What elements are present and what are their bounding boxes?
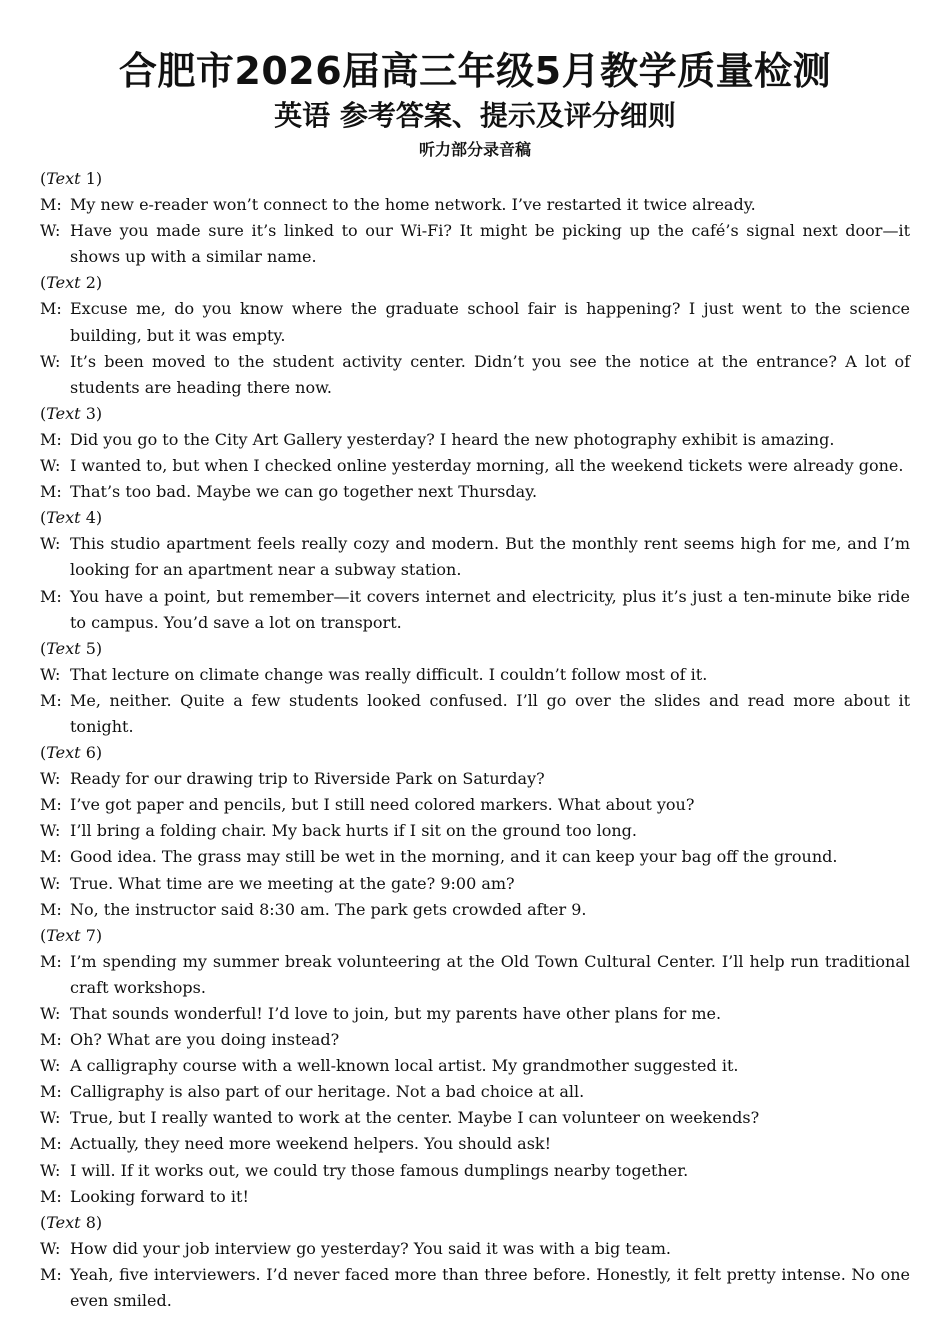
text-label-number: 8) — [85, 1212, 103, 1232]
speaker-label: M: — [40, 1186, 62, 1206]
dialogue-line — [40, 531, 910, 583]
text-label — [40, 401, 910, 427]
text-block — [40, 270, 910, 400]
text-label-word: Text — [46, 273, 81, 293]
dialogue-line — [40, 1053, 910, 1079]
dialogue-line — [40, 479, 910, 505]
text-label-open: ( — [40, 925, 47, 945]
utterance-text: You have a point, but remember—it covers internet and electricity, plus it’s just a ten-minute bike ride to campus. You’d save a lot on transport. — [70, 586, 910, 632]
text-label — [40, 1210, 910, 1236]
text-label-word: Text — [46, 1212, 81, 1232]
text-label-word: Text — [46, 638, 81, 658]
text-block — [40, 401, 910, 505]
dialogue-line — [40, 584, 910, 636]
dialogue-line — [40, 792, 910, 818]
text-label-number: 4) — [85, 508, 103, 528]
dialogue-line — [40, 1262, 910, 1314]
speaker-label: W: — [40, 1004, 61, 1023]
dialogue-line — [40, 688, 910, 740]
utterance-text: Oh? What are you doing instead? — [70, 1030, 340, 1050]
dialogue-line — [40, 818, 910, 844]
utterance-text: Yeah, five interviewers. I’d never faced more than three before. Honestly, it felt pretty intense. No one even smiled. — [70, 1264, 910, 1311]
dialogue-line — [40, 296, 910, 348]
utterance-text: True, but I really wanted to work at the center. Maybe I can volunteer on weekends? — [70, 1108, 760, 1128]
speaker-label: M: — [40, 1030, 62, 1050]
utterance-text: That sounds wonderful! I’d love to join, but my parents have other plans for me. — [70, 1004, 722, 1023]
text-label-open: ( — [40, 169, 47, 188]
dialogue-line — [40, 766, 910, 792]
text-label-open: ( — [40, 743, 47, 763]
utterance-text: Did you go to the City Art Gallery yesterday? I heard the new photography exhibit is amazing. — [70, 429, 835, 449]
dialogue-line — [40, 897, 910, 923]
utterance-text: This studio apartment feels really cozy and modern. But the monthly rent seems high for me, and I’m looking for an apartment near a subway station. — [70, 534, 910, 580]
dialogue-line — [40, 1027, 910, 1053]
speaker-label: W: — [40, 221, 61, 241]
dialogue-line — [40, 1158, 910, 1184]
speaker-label: W: — [40, 1056, 61, 1076]
text-block — [40, 505, 910, 635]
dialogue-line — [40, 453, 910, 479]
speaker-label: W: — [40, 664, 61, 684]
utterance-text: Excuse me, do you know where the graduate school fair is happening? I just went to the science building, but it was empty. — [70, 299, 910, 345]
text-label — [40, 505, 910, 531]
speaker-label: W: — [40, 769, 61, 789]
utterance-text: Good idea. The grass may still be wet in the morning, and it can keep your bag off the ground. — [70, 847, 838, 867]
utterance-text: I’ll bring a folding chair. My back hurts if I sit on the ground too long. — [70, 821, 637, 841]
text-label-open: ( — [40, 508, 47, 528]
text-block — [40, 923, 910, 1210]
listening-transcript — [40, 166, 910, 1314]
utterance-text: That lecture on climate change was really difficult. I couldn’t follow most of it. — [70, 664, 708, 684]
dialogue-line — [40, 349, 910, 401]
speaker-label: W: — [40, 351, 61, 371]
text-label-number: 7) — [85, 925, 103, 945]
dialogue-line — [40, 1079, 910, 1105]
text-label-number: 3) — [85, 403, 103, 423]
utterance-text: A calligraphy course with a well-known local artist. My grandmother suggested it. — [70, 1056, 739, 1076]
section-heading: 听力部分录音稿 — [418, 140, 531, 159]
speaker-label: M: — [40, 1134, 62, 1154]
speaker-label: M: — [40, 1082, 62, 1102]
utterance-text: My new e-reader won’t connect to the home network. I’ve restarted it twice already. — [70, 195, 756, 215]
utterance-text: I wanted to, but when I checked online yesterday morning, all the weekend tickets were already gone. — [70, 456, 904, 476]
speaker-label: M: — [40, 690, 62, 710]
utterance-text: Me, neither. Quite a few students looked confused. I’ll go over the slides and read more about it tonight. — [70, 690, 910, 736]
dialogue-line — [40, 844, 910, 870]
speaker-label: M: — [40, 899, 62, 919]
utterance-text: That’s too bad. Maybe we can go together next Thursday. — [70, 482, 538, 502]
speaker-label: W: — [40, 1238, 61, 1258]
text-label-open: ( — [40, 273, 47, 293]
speaker-label: M: — [40, 482, 62, 502]
speaker-label: W: — [40, 534, 61, 554]
dialogue-line — [40, 427, 910, 453]
utterance-text: I’m spending my summer break volunteering at the Old Town Cultural Center. I’ll help run traditional craft workshops. — [70, 951, 910, 997]
dialogue-line — [40, 662, 910, 688]
text-label-number: 2) — [85, 273, 103, 293]
text-label-word: Text — [46, 508, 81, 528]
text-label — [40, 636, 910, 662]
utterance-text: No, the instructor said 8:30 am. The park gets crowded after 9. — [70, 899, 587, 919]
utterance-text: I’ve got paper and pencils, but I still need colored markers. What about you? — [70, 795, 695, 815]
text-label-number: 6) — [85, 743, 103, 763]
speaker-label: M: — [40, 795, 62, 815]
text-block — [40, 166, 910, 270]
page-title: 合肥市2026届高三年级5月教学质量检测 — [118, 49, 832, 93]
page-subtitle: 英语 参考答案、提示及评分细则 — [274, 99, 676, 132]
text-label-open: ( — [40, 403, 47, 423]
speaker-label: M: — [40, 586, 62, 606]
text-label-open: ( — [40, 1212, 47, 1232]
dialogue-line — [40, 1001, 910, 1027]
utterance-text: Calligraphy is also part of our heritage. Not a bad choice at all. — [70, 1082, 585, 1102]
speaker-label: M: — [40, 429, 62, 449]
dialogue-line — [40, 1131, 910, 1157]
text-label-word: Text — [46, 925, 81, 945]
utterance-text: How did your job interview go yesterday? You said it was with a big team. — [70, 1238, 671, 1258]
speaker-label: M: — [40, 951, 62, 971]
speaker-label: M: — [40, 299, 62, 319]
text-label — [40, 166, 910, 192]
speaker-label: W: — [40, 821, 61, 841]
text-label — [40, 740, 910, 766]
speaker-label: M: — [40, 1264, 62, 1284]
utterance-text: Ready for our drawing trip to Riverside Park on Saturday? — [70, 769, 545, 789]
dialogue-line — [40, 871, 910, 897]
utterance-text: True. What time are we meeting at the gate? 9:00 am? — [70, 873, 515, 893]
dialogue-line — [40, 1105, 910, 1131]
speaker-label: W: — [40, 1160, 61, 1180]
text-block — [40, 636, 910, 740]
text-block — [40, 1210, 910, 1314]
speaker-label: W: — [40, 1108, 61, 1128]
text-label-word: Text — [46, 403, 81, 423]
speaker-label: M: — [40, 195, 62, 215]
dialogue-line — [40, 1184, 910, 1210]
dialogue-line — [40, 218, 910, 270]
utterance-text: It’s been moved to the student activity center. Didn’t you see the notice at the entrance? A lot of students are heading there now. — [70, 351, 910, 397]
utterance-text: Looking forward to it! — [70, 1186, 249, 1206]
utterance-text: Have you made sure it’s linked to our Wi-Fi? It might be picking up the café’s signal next door—it shows up with a similar name. — [70, 221, 910, 267]
speaker-label: M: — [40, 847, 62, 867]
speaker-label: W: — [40, 873, 61, 893]
text-block — [40, 740, 910, 923]
speaker-label: W: — [40, 456, 61, 476]
utterance-text: Actually, they need more weekend helpers. You should ask! — [70, 1134, 552, 1154]
text-label — [40, 270, 910, 296]
text-label-number: 5) — [85, 638, 103, 658]
text-label-word: Text — [46, 743, 81, 763]
dialogue-line — [40, 1236, 910, 1262]
text-label-number: 1) — [85, 169, 103, 188]
text-label — [40, 923, 910, 949]
text-label-word: Text — [46, 169, 81, 188]
utterance-text: I will. If it works out, we could try those famous dumplings nearby together. — [70, 1160, 689, 1180]
text-label-open: ( — [40, 638, 47, 658]
dialogue-line — [40, 192, 910, 218]
dialogue-line — [40, 949, 910, 1001]
